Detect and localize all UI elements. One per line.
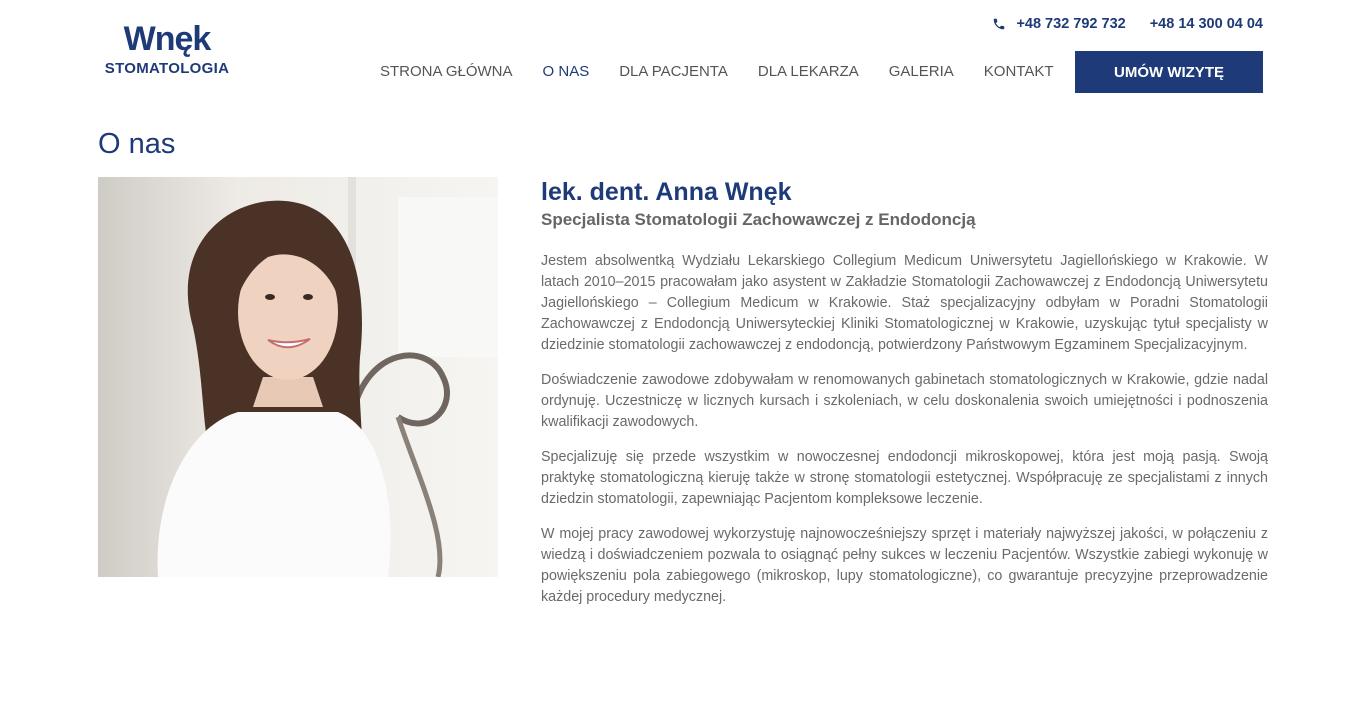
- nav-item-strona-glowna[interactable]: STRONA GŁÓWNA: [380, 63, 513, 80]
- page-title: O nas: [98, 128, 176, 160]
- doctor-bio: [541, 177, 1268, 608]
- doctor-photo: [98, 177, 498, 577]
- phone-number-1: +48 732 792 732: [1016, 16, 1126, 32]
- book-appointment-button[interactable]: UMÓW WIZYTĘ: [1075, 51, 1263, 93]
- phone-list: [992, 16, 1263, 32]
- doctor-name: lek. dent. Anna Wnęk: [541, 178, 792, 206]
- doctor-portrait-illustration: [98, 177, 498, 577]
- bio-paragraph-4: W mojej pracy zawodowej wykorzystuję najnowocześniejszy sprzęt i materiały najwyższej jakości, w połączeniu z wiedzą i doświadczeniem pozwala to osiągnąć pełny sukces w leczeniu Pacjentów. Wszystkie zabiegi wykonuję w powiększeniu pola zabiegowego (mikroskop, lupy stomatologiczne), co gwarantuje precyzyjne przeprowadzenie każdej procedury medycznej.: [541, 526, 1268, 605]
- nav-item-dla-lekarza[interactable]: DLA LEKARZA: [757, 63, 859, 80]
- logo[interactable]: [102, 22, 232, 77]
- nav-item-kontakt[interactable]: KONTAKT: [983, 63, 1054, 80]
- bio-paragraph-1: Jestem absolwentką Wydziału Lekarskiego Collegium Medicum Uniwersytetu Jagiellońskiego w Krakowie. W latach 2010–2015 pracowałam jako asystent w Zakładzie Stomatologii Zachowawczej z Endodoncją Uniwersytetu Jagiellońskiego – Collegium Medicum w Krakowie. Staż specjalizacyjny odbyłam w Poradni Stomatologii Zachowawczej z Endodoncją Uniwersyteckiej Kliniki Stomatologicznej w Krakowie, uzyskując tytuł specjalisty w dziedzinie stomatologii zachowawczej z endodoncją, potwierdzony Państwowym Egzaminem Specjalizacyjnym.: [541, 253, 1268, 353]
- phone-icon: [992, 17, 1006, 31]
- main-nav: [380, 63, 1084, 80]
- logo-subtitle: STOMATOLOGIA: [104, 60, 230, 77]
- bio-paragraph-2: Doświadczenie zawodowe zdobywałam w renomowanych gabinetach stomatologicznych w Krakowie, gdzie nadal ordynuję. Uczestniczę w licznych kursach i szkoleniach, w celu doskonalenia swoich umiejętności i podnoszenia kwalifikacji zawodowych.: [541, 372, 1268, 430]
- doctor-specialty: Specjalista Stomatologii Zachowawczej z Endodoncją: [541, 210, 976, 229]
- phone-number-2: +48 14 300 04 04: [1149, 16, 1263, 32]
- bio-paragraph-3: Specjalizuję się przede wszystkim w nowoczesnej endodoncji mikroskopowej, która jest moją pasją. Swoją praktykę stomatologiczną kieruję także w stronę stomatologii estetycznej. Współpracuję ze specjalistami z innych dziedzin stomatologii, zapewniając Pacjentom kompleksowe leczenie.: [541, 449, 1268, 507]
- nav-item-galeria[interactable]: GALERIA: [888, 63, 954, 80]
- phone-link-2[interactable]: [1150, 16, 1263, 32]
- nav-item-o-nas[interactable]: O NAS: [542, 63, 590, 80]
- logo-mark: Wnęk: [123, 20, 211, 58]
- nav-item-dla-pacjenta[interactable]: DLA PACJENTA: [619, 63, 728, 80]
- phone-link-1[interactable]: [992, 16, 1125, 32]
